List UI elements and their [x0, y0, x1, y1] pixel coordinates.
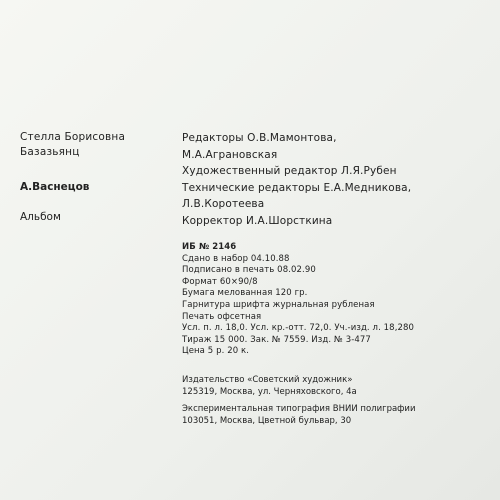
credit-line: Технические редакторы Е.А.Медникова, — [182, 181, 412, 194]
publication-details — [182, 242, 482, 358]
credit-line: М.А.Аграновская — [182, 148, 278, 161]
imprint-block — [182, 130, 482, 428]
credit-line: Корректор И.А.Шорсткина — [182, 214, 333, 227]
author-block — [20, 130, 170, 224]
credit-line: Художественный редактор Л.Я.Рубен — [182, 165, 397, 177]
ib-number: ИБ № 2146 — [182, 242, 237, 252]
pub-line: Тираж 15 000. Зак. № 7559. Изд. № 3-477 — [182, 334, 371, 345]
printer-info — [182, 403, 482, 428]
pub-line: Подписано в печать 08.02.90 — [182, 265, 316, 276]
printer-line: Экспериментальная типография ВНИИ полиграфии — [182, 403, 416, 414]
credit-line: Л.В.Коротеева — [182, 198, 265, 210]
publisher-line: 125319, Москва, ул. Черняховского, 4а — [182, 387, 357, 398]
publisher-info — [182, 374, 482, 399]
publisher-line: Издательство «Советский художник» — [182, 374, 353, 385]
editorial-credits — [182, 130, 482, 229]
book-subtitle: Альбом — [20, 211, 61, 223]
pub-line: Печать офсетная — [182, 311, 262, 322]
pub-line: Бумага мелованная 120 гр. — [182, 288, 308, 299]
printer-line: 103051, Москва, Цветной бульвар, 30 — [182, 416, 352, 427]
pub-line: Усл. п. л. 18,0. Усл. кр.-отт. 72,0. Уч.-изд. л. 18,280 — [182, 323, 415, 334]
author-last-name: Базазьянц — [20, 146, 80, 158]
book-title: А.Васнецов — [20, 181, 90, 193]
credit-line: Редакторы О.В.Мамонтова, — [182, 132, 337, 144]
pub-line: Гарнитура шрифта журнальная рубленая — [182, 299, 375, 310]
pub-line: Формат 60×90/8 — [182, 276, 258, 287]
author-first-name: Стелла Борисовна — [20, 131, 126, 143]
pub-line: Сдано в набор 04.10.88 — [182, 253, 290, 264]
pub-line: Цена 5 р. 20 к. — [182, 346, 250, 357]
